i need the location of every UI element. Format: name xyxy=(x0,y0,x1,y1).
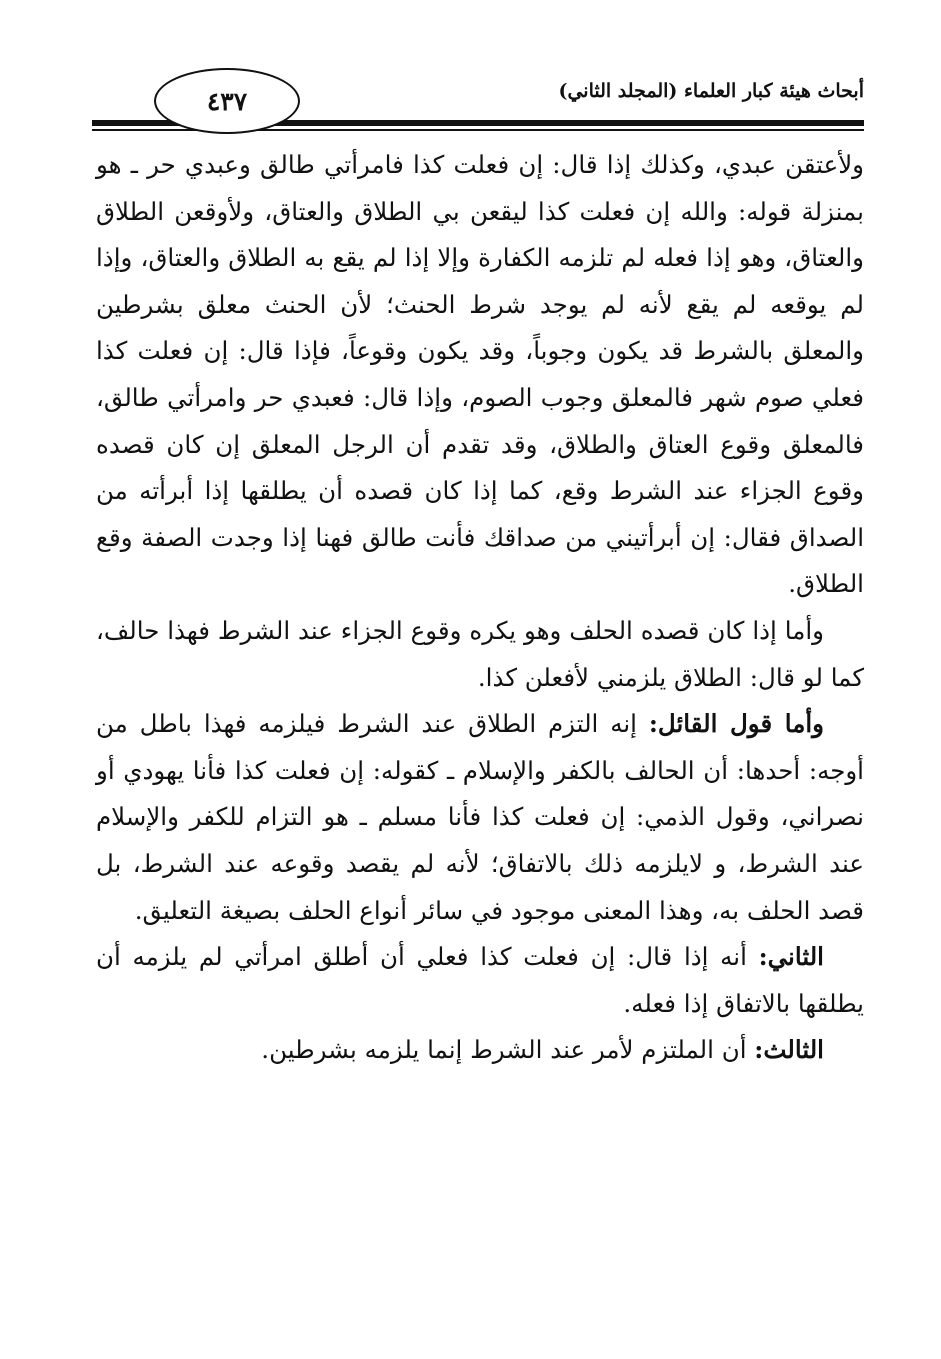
paragraph-5 xyxy=(96,1027,864,1074)
body-text xyxy=(96,142,864,1074)
paragraph-4-lead: الثاني: xyxy=(758,942,824,972)
paragraph-2 xyxy=(96,608,864,701)
page-header xyxy=(92,68,864,134)
paragraph-3 xyxy=(96,701,864,934)
paragraph-4 xyxy=(96,934,864,1027)
paragraph-1-text: ولأعتقن عبدي، وكذلك إذا قال: إن فعلت كذا فامرأتي طالق وعبدي حر ـ هو بمنزلة قوله: والله إن فعلت كذا ليقعن بي الطلاق والعتاق، ولأوقعن الطلاق والعتاق، وهو إذا فعله لم تلزمه الكفارة وإلا إذا لم يقع به الطلاق والعتاق، وإذا لم يوقعه لم يقع لأنه لم يوجد شرط الحنث؛ لأن الحنث معلق بشرطين والمعلق بالشرط قد يكون وجوباً، وقد يكون وقوعاً، فإذا قال: إن فعلت كذا فعلي صوم شهر فالمعلق وجوب الصوم، وإذا قال: فعبدي حر وامرأتي طالق، فالمعلق وقوع العتاق والطلاق، وقد تقدم أن الرجل المعلق إن كان قصده وقوع الجزاء عند الشرط وقع، كما إذا كان قصده أن يطلقها إذا أبرأته من الصداق فقال: إن أبرأتيني من صداقك فأنت طالق فهنا إذا وجدت الصفة وقع الطلاق. xyxy=(96,150,864,599)
paragraph-2-text: وأما إذا كان قصده الحلف وهو يكره وقوع الجزاء عند الشرط فهذا حالف، كما لو قال: الطلاق يلزمني لأفعلن كذا. xyxy=(96,615,864,692)
paragraph-4-text: أنه إذا قال: إن فعلت كذا فعلي أن أطلق امرأتي لم يلزمه أن يطلقها بالاتفاق إذا فعله. xyxy=(96,942,864,1018)
paragraph-5-text: أن الملتزم لأمر عند الشرط إنما يلزمه بشرطين. xyxy=(261,1035,755,1065)
running-title: أبحاث هيئة كبار العلماء (المجلد الثاني) xyxy=(558,80,864,102)
paragraph-3-lead: وأما قول القائل: xyxy=(648,709,824,739)
page-number: ٤٣٧ xyxy=(154,68,300,134)
paragraph-3-text: إنه التزم الطلاق عند الشرط فيلزمه فهذا باطل من أوجه: أحدها: أن الحالف بالكفر والإسلام ـ كقوله: إن فعلت كذا فأنا يهودي أو نصراني، وقول الذمي: إن فعلت كذا فأنا مسلم ـ هو التزام للكفر والإسلام عند الشرط، و لايلزمه ذلك بالاتفاق؛ لأنه لم يقصد وقوعه عند الشرط، بل قصد الحلف به، وهذا المعنى موجود في سائر أنواع الحلف بصيغة التعليق. xyxy=(96,709,864,925)
paragraph-1 xyxy=(96,142,864,608)
paragraph-5-lead: الثالث: xyxy=(754,1035,824,1065)
